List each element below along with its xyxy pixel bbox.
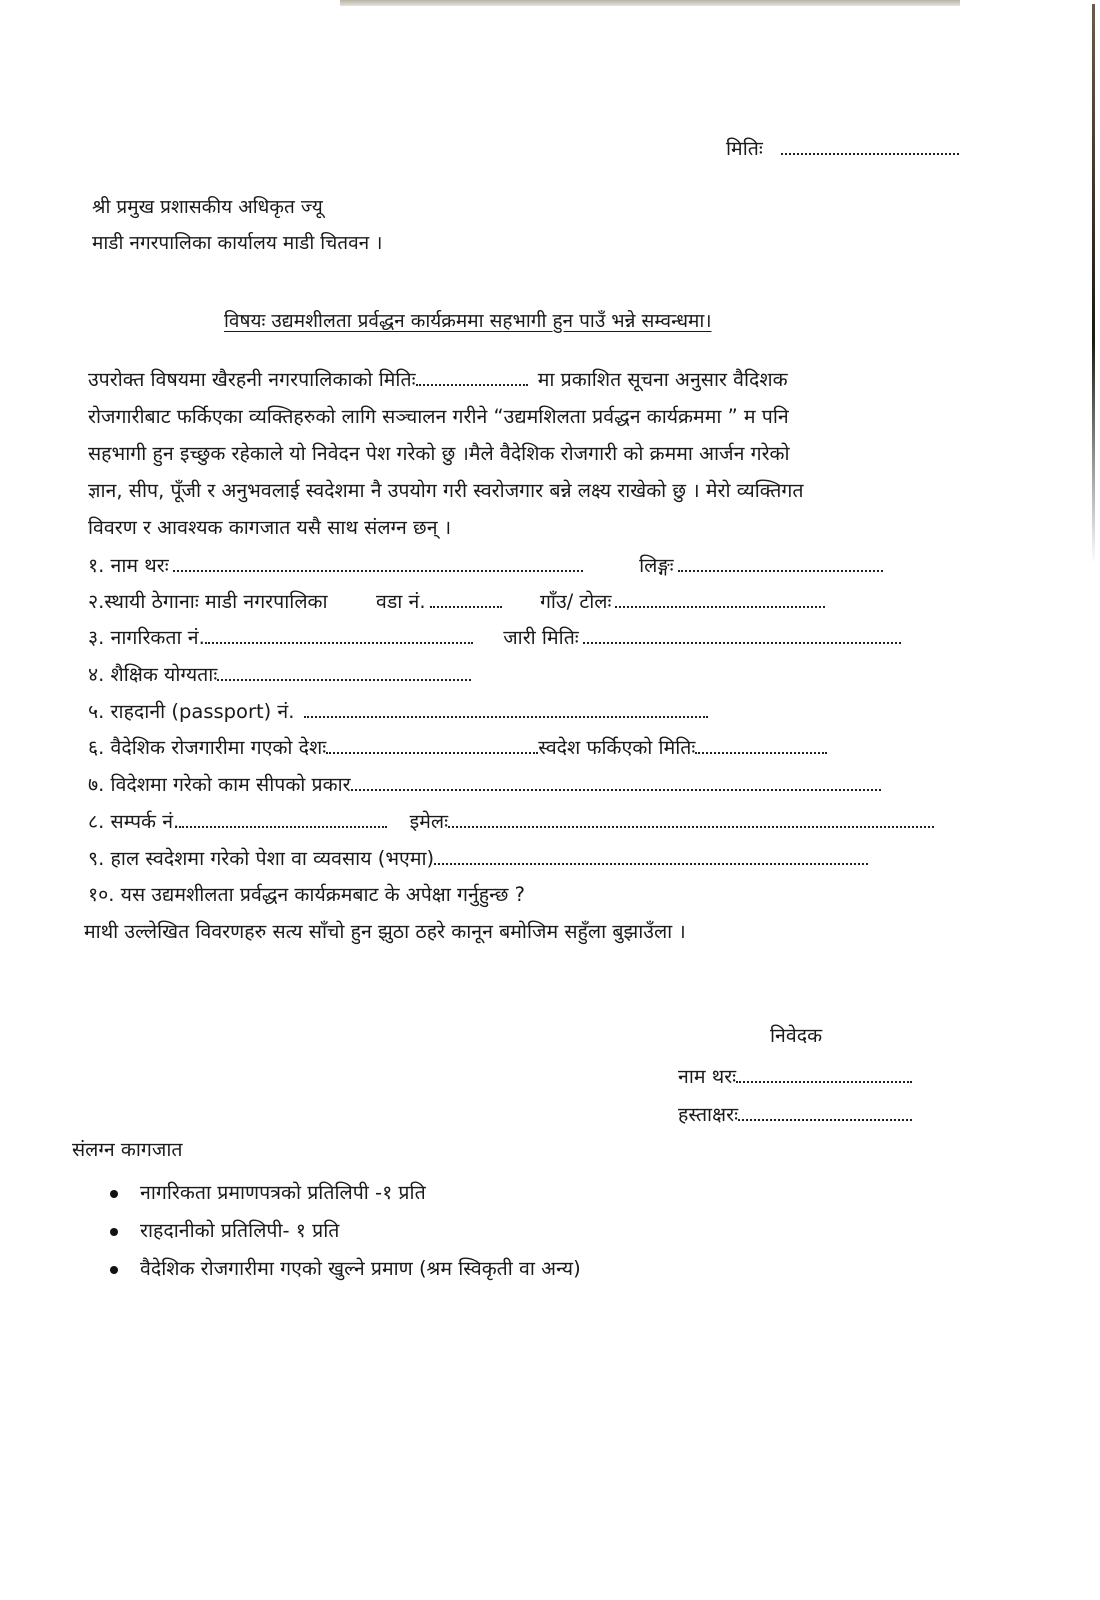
bullet-icon [110, 1266, 118, 1274]
return-date-field[interactable] [695, 751, 827, 754]
tole-field[interactable] [615, 605, 825, 608]
skill-label: ७. विदेशमा गरेको काम सीपको प्रकार [88, 773, 351, 796]
skill-field[interactable] [351, 788, 881, 791]
notice-date-field[interactable] [416, 383, 528, 386]
applicant-signature-field[interactable] [738, 1118, 912, 1121]
name-field[interactable] [173, 569, 583, 572]
field-row-9 [88, 846, 872, 872]
scan-edge-right [1092, 4, 1095, 564]
addressee-line-2: माडी नगरपालिका कार्यालय माडी चितवन । [92, 232, 383, 254]
body-line-3: सहभागी हुन इच्छुक रहेकाले यो निवेदन पेश गरेको छु ।मैले वैदेशिक रोजगारी को क्रममा आर्जन गरेको [88, 442, 790, 465]
field-row-7 [88, 772, 885, 798]
field-row-1 [88, 553, 887, 579]
attachment-text: वैदेशिक रोजगारीमा गएको खुल्ने प्रमाण (श्रम स्विकृती वा अन्य) [140, 1257, 581, 1280]
citizenship-label: ३. नागरिकता नं. [88, 626, 205, 649]
declaration: माथी उल्लेखित विवरणहरु सत्य साँचो हुन झुठा ठहरे कानून बमोजिम सहुँला बुझाउँला । [84, 920, 686, 943]
email-label: इमेलः [409, 810, 449, 833]
passport-label: ५. राहदानी (passport) नं. [88, 700, 295, 723]
body-line-1 [88, 367, 998, 393]
date-field[interactable] [781, 152, 959, 155]
issue-date-label: जारी मितिः [503, 626, 579, 649]
attachment-text: नागरिकता प्रमाणपत्रको प्रतिलिपी -१ प्रति [140, 1181, 426, 1204]
body-line-5: विवरण र आवश्यक कागजात यसै साथ संलग्न छन् । [88, 516, 452, 539]
scan-edge-top [340, 0, 960, 6]
field-row-4 [88, 662, 475, 688]
body-line-4: ज्ञान, सीप, पूँजी र अनुभवलाई स्वदेशमा नै उपयोग गरी स्वरोजगार बन्ने लक्ष्य राखेको छु । मेरो व्यक्तिगत [88, 479, 804, 502]
date-label: मितिः [726, 137, 763, 160]
bullet-icon [110, 1228, 118, 1236]
applicant-name-field[interactable] [736, 1080, 912, 1083]
field-row-3 [88, 625, 905, 651]
citizenship-field[interactable] [205, 641, 473, 644]
field-row-5 [88, 699, 712, 725]
applicant-signature-label: हस्ताक्षरः [678, 1103, 739, 1126]
field-row-8 [88, 809, 938, 835]
applicant-signature-row [678, 1102, 916, 1128]
occupation-field[interactable] [434, 862, 868, 865]
country-label: ६. वैदेशिक रोजगारीमा गएको देशः [88, 736, 327, 759]
addressee-line-1: श्री प्रमुख प्रशासकीय अधिकृत ज्यू [92, 196, 323, 218]
ward-label: वडा नं. [375, 590, 426, 613]
country-field[interactable] [326, 751, 538, 754]
education-field[interactable] [217, 678, 471, 681]
attachment-item [110, 1180, 426, 1206]
ward-field[interactable] [430, 605, 502, 608]
passport-field[interactable] [304, 715, 708, 718]
body-text: उपरोक्त विषयमा खैरहनी नगरपालिकाको मितिः [88, 368, 416, 391]
gender-field[interactable] [678, 569, 883, 572]
contact-field[interactable] [179, 825, 387, 828]
field-row-2 [88, 589, 829, 615]
body-text: मा प्रकाशित सूचना अनुसार वैदिशक [537, 368, 788, 391]
occupation-label: ९. हाल स्वदेशमा गरेको पेशा वा व्यवसाय (भएमा) [88, 847, 435, 870]
name-label: १. नाम थरः [88, 554, 169, 577]
date-row [726, 136, 963, 162]
body-line-2: रोजगारीबाट फर्किएका व्यक्तिहरुको लागि सञ्चालन गरीने “उद्यमशिलता प्रर्वद्धन कार्यक्रममा ” म पनि [88, 405, 789, 428]
return-date-label: स्वदेश फर्किएको मितिः [538, 736, 696, 759]
attachment-text: राहदानीको प्रतिलिपी- १ प्रति [140, 1219, 340, 1242]
field-row-10: १०. यस उद्यमशीलता प्रर्वद्धन कार्यक्रमबाट के अपेक्षा गर्नुहुन्छ ? [88, 883, 525, 906]
attachments-title: संलग्न कागजात [72, 1138, 183, 1161]
tole-label: गाँउ/ टोलः [539, 590, 612, 613]
field-row-6 [88, 735, 831, 761]
email-field[interactable] [448, 825, 934, 828]
issue-date-field[interactable] [583, 641, 901, 644]
gender-label: लिङ्गः [639, 554, 674, 577]
attachment-item [110, 1218, 339, 1244]
education-label: ४. शैक्षिक योग्यताः [88, 663, 218, 686]
attachment-item [110, 1256, 581, 1282]
address-label: २.स्थायी ठेगानाः माडी नगरपालिका [88, 590, 328, 613]
bullet-icon [110, 1190, 118, 1198]
contact-label: ८. सम्पर्क नं. [88, 810, 180, 833]
applicant-name-label: नाम थरः [678, 1065, 737, 1088]
subject: विषयः उद्यमशीलता प्रर्वद्धन कार्यक्रममा सहभागी हुन पाउँ भन्ने सम्वन्धमा। [224, 310, 712, 332]
applicant-name-row [678, 1064, 916, 1090]
applicant-title: निवेदक [770, 1024, 823, 1047]
